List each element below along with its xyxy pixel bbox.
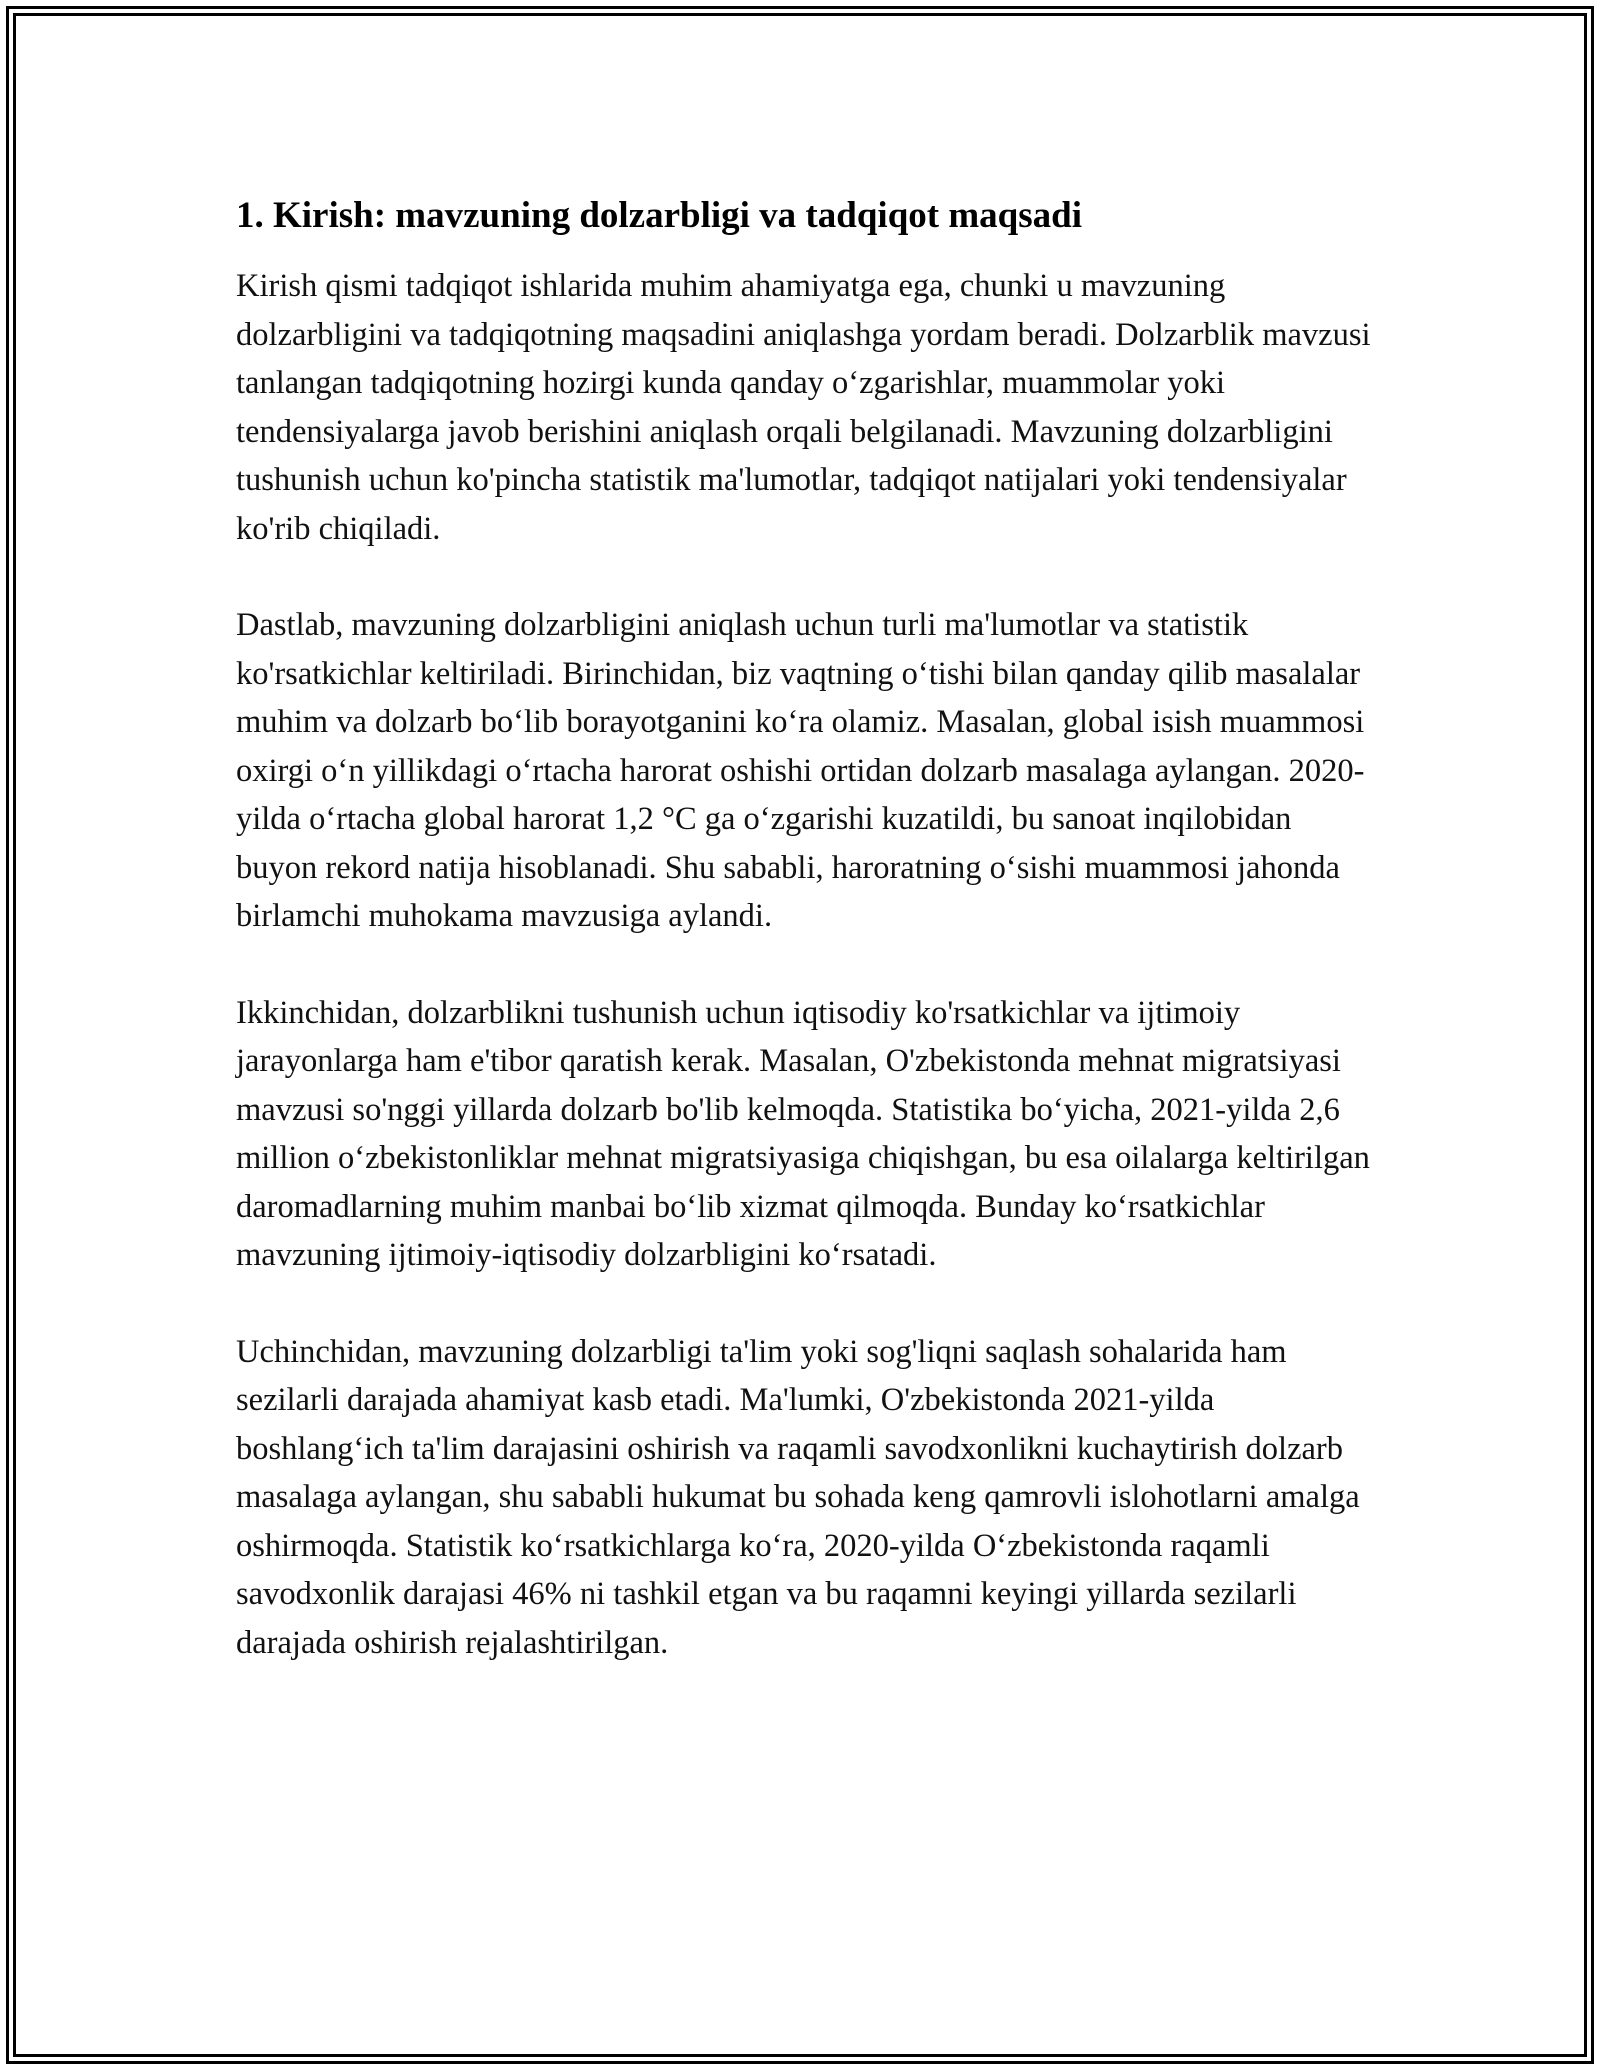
paragraph-first-point: Dastlab, mavzuning dolzarbligini aniqlash uchun turli ma'lumotlar va statistik ko'rsatkichlar keltiriladi. Birinchidan, biz vaqtning o‘tishi bilan qanday qilib masalalar muhim va dolzarb bo‘lib borayotganini ko‘ra olamiz. Masalan, global isish muammosi oxirgi o‘n yillikdagi o‘rtacha harorat oshishi ortidan dolzarb masalaga aylangan. 2020-yilda o‘rtacha global harorat 1,2 °C ga o‘zgarishi kuzatildi, bu sanoat inqilobidan buyon rekord natija hisoblanadi. Shu sababli, haroratning o‘sishi muammosi jahonda birlamchi muhokama mavzusiga aylandi. xyxy=(236,607,1365,934)
paragraph-second-point: Ikkinchidan, dolzarblikni tushunish uchun iqtisodiy ko'rsatkichlar va ijtimoiy jarayonlarga ham e'tibor qaratish kerak. Masalan, O'zbekistonda mehnat migratsiyasi mavzusi so'nggi yillarda dolzarb bo'lib kelmoqda. Statistika bo‘yicha, 2021-yilda 2,6 million o‘zbekistonliklar mehnat migratsiyasiga chiqishgan, bu esa oilalarga keltirilgan daromadlarning muhim manbai bo‘lib xizmat qilmoqda. Bunday ko‘rsatkichlar mavzuning ijtimoiy-iqtisodiy dolzarbligini ko‘rsatadi. xyxy=(236,994,1370,1273)
paragraph-third-point: Uchinchidan, mavzuning dolzarbligi ta'lim yoki sog'liqni saqlash sohalarida ham sezilarli darajada ahamiyat kasb etadi. Ma'lumki, O'zbekistonda 2021-yilda boshlang‘ich ta'lim darajasini oshirish va raqamli savodxonlikni kuchaytirish dolzarb masalaga aylangan, shu sababli hukumat bu sohada keng qamrovli islohotlarni amalga oshirmoqda. Statistik ko‘rsatkichlarga ko‘ra, 2020-yilda O‘zbekistonda raqamli savodxonlik darajasi 46% ni tashkil etgan va bu raqamni keyingi yillarda sezilarli darajada oshirish rejalashtirilgan. xyxy=(236,1333,1360,1661)
document-body xyxy=(236,192,1376,1715)
section-heading: 1. Kirish: mavzuning dolzarbligi va tadqiqot maqsadi xyxy=(236,195,1082,236)
paragraph-intro: Kirish qismi tadqiqot ishlarida muhim ahamiyatga ega, chunki u mavzuning dolzarbligini va tadqiqotning maqsadini aniqlashga yordam beradi. Dolzarblik mavzusi tanlangan tadqiqotning hozirgi kunda qanday o‘zgarishlar, muammolar yoki tendensiyalarga javob berishini aniqlash orqali belgilanadi. Mavzuning dolzarbligini tushunish uchun ko'pincha statistik ma'lumotlar, tadqiqot natijalari yoki tendensiyalar ko'rib chiqiladi. xyxy=(236,268,1371,547)
